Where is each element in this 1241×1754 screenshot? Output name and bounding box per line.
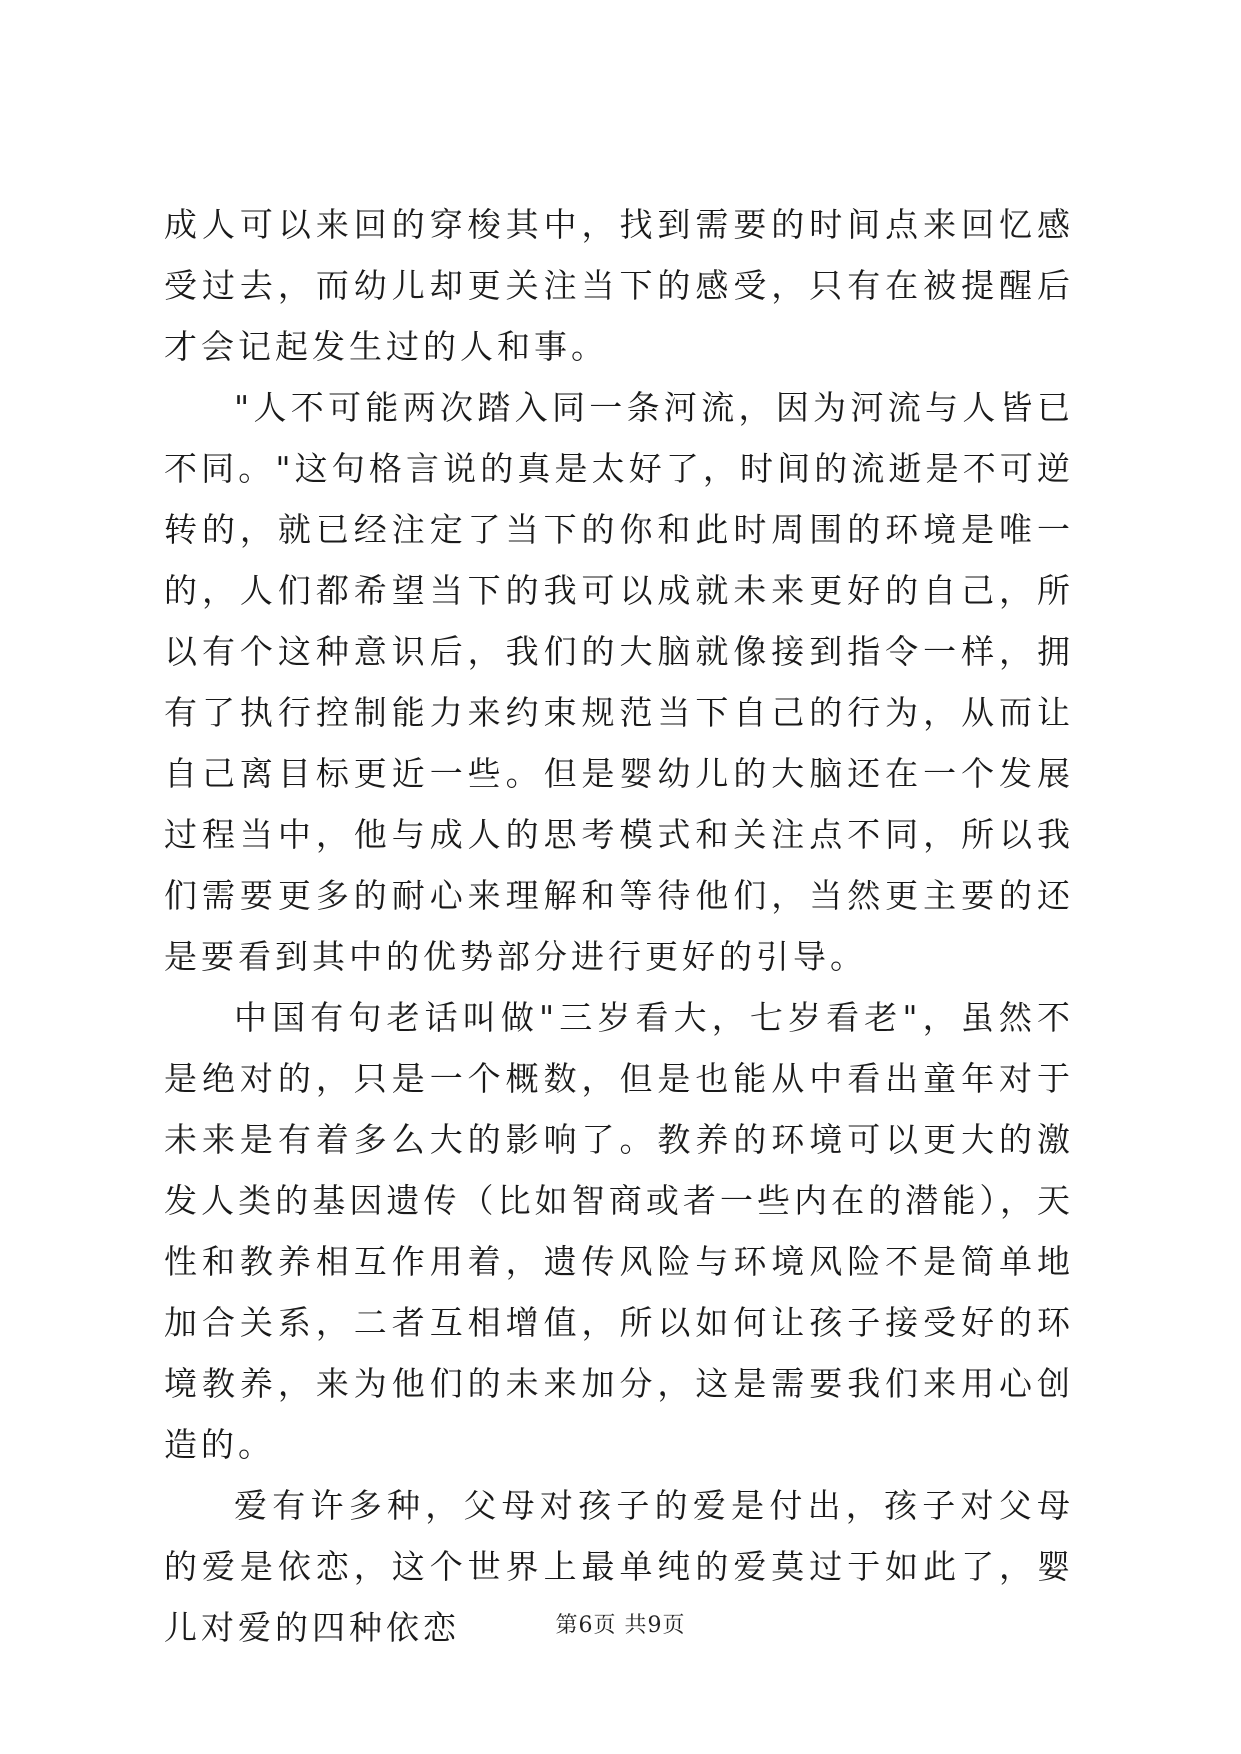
paragraph-river-quote: "人不可能两次踏入同一条河流，因为河流与人皆已不同。"这句格言说的真是太好了，时间的流逝是不可逆转的，就已经注定了当下的你和此时周围的环境是唯一的，人们都希望当下的我可以成就未来更好的自己，所以有个这种意识后，我们的大脑就像接到指令一样，拥有了执行控制能力来约束规范当下自己的行为，从而让自己离目标更近一些。但是婴幼儿的大脑还在一个发展过程当中，他与成人的思考模式和关注点不同，所以我们需要更多的耐心来理解和等待他们，当然更主要的还是要看到其中的优势部分进行更好的引导。 [164,388,1074,976]
document-body [164,194,1074,1658]
paragraph-proverb: 中国有句老话叫做"三岁看大，七岁看老"，虽然不是绝对的，只是一个概数，但是也能从中看出童年对于未来是有着多么大的影响了。教养的环境可以更大的激发人类的基因遗传（比如智商或者一些内在的潜能），天性和教养相互作用着，遗传风险与环境风险不是简单地加合关系，二者互相增值，所以如何让孩子接受好的环境教养，来为他们的未来加分，这是需要我们来用心创造的。 [164,998,1074,1464]
paragraph-continued: 成人可以来回的穿梭其中，找到需要的时间点来回忆感受过去，而幼儿却更关注当下的感受，只有在被提醒后才会记起发生过的人和事。 [164,205,1074,366]
paragraph-love: 爱有许多种，父母对孩子的爱是付出，孩子对父母的爱是依恋，这个世界上最单纯的爱莫过于如此了，婴儿对爱的四种依恋 [164,1486,1074,1647]
page-footer: 第6页 共9页 [555,1613,686,1638]
